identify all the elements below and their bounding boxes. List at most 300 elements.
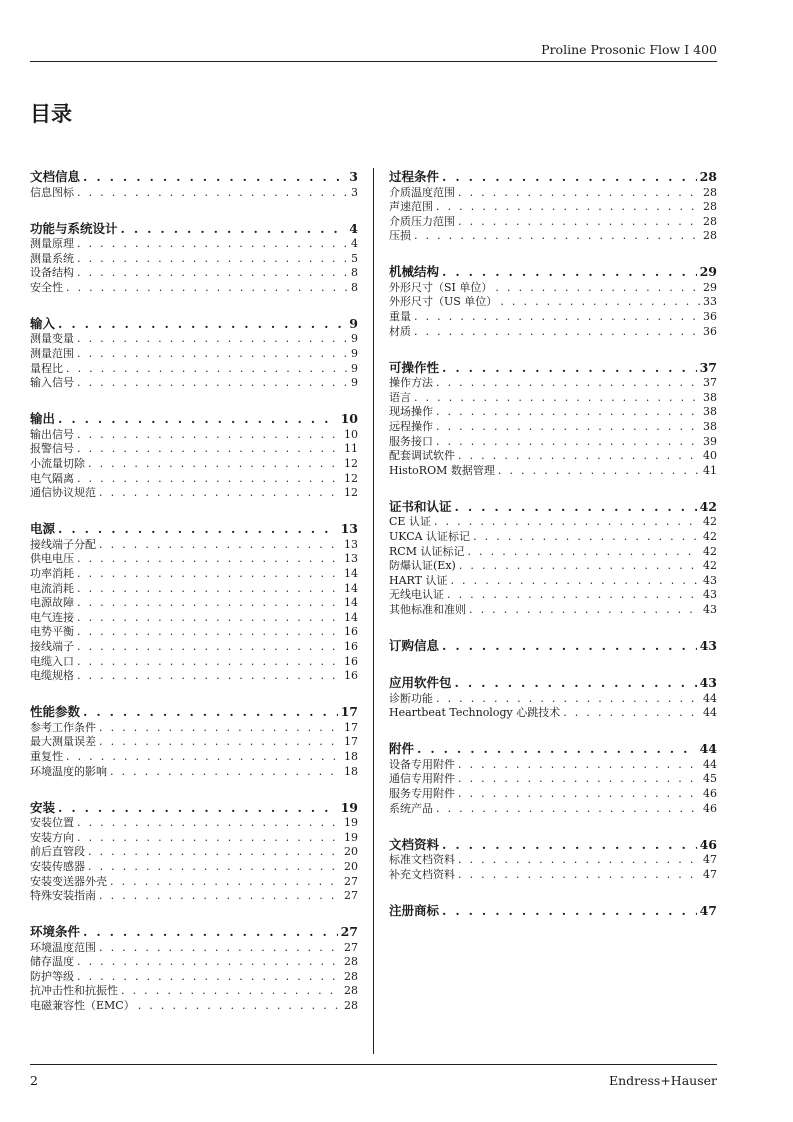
toc-section-heading-page-number: 10 xyxy=(340,411,358,427)
toc-entry[interactable] xyxy=(30,347,358,362)
dot-leader xyxy=(436,405,700,420)
toc-entry[interactable] xyxy=(30,472,358,487)
toc-section-heading-label: 电源 xyxy=(30,521,56,537)
dot-leader xyxy=(417,741,697,758)
toc-section xyxy=(389,638,717,655)
dot-leader xyxy=(436,435,700,450)
toc-entry-page-number: 13 xyxy=(344,537,358,551)
toc-section xyxy=(389,169,717,244)
toc-section-heading[interactable] xyxy=(389,499,717,516)
toc-entry-page-number: 18 xyxy=(344,749,358,763)
toc-section-heading-page-number: 27 xyxy=(340,924,358,940)
toc-entry-label: 操作方法 xyxy=(389,376,433,390)
dot-leader xyxy=(77,442,341,457)
dot-leader xyxy=(436,692,700,707)
dot-leader xyxy=(77,611,341,626)
toc-entry-label: 安装方向 xyxy=(30,830,74,844)
toc-section-heading[interactable] xyxy=(30,316,358,333)
dot-leader xyxy=(83,169,346,186)
dot-leader xyxy=(414,391,700,406)
toc-entry-label: RCM 认证标记 xyxy=(389,544,465,558)
dot-leader xyxy=(77,376,348,391)
toc-entry[interactable] xyxy=(389,515,717,530)
toc-entry-page-number: 45 xyxy=(703,772,717,786)
toc-entry-page-number: 28 xyxy=(703,200,717,214)
toc-entry-page-number: 42 xyxy=(703,559,717,573)
toc-entry-page-number: 18 xyxy=(344,764,358,778)
dot-leader xyxy=(99,735,341,750)
toc-entry-label: 压损 xyxy=(389,229,411,243)
column-divider xyxy=(373,168,374,1054)
dot-leader xyxy=(458,758,700,773)
toc-section-heading-label: 输出 xyxy=(30,411,56,427)
toc-entry[interactable] xyxy=(30,655,358,670)
toc-section-heading[interactable] xyxy=(389,360,717,377)
dot-leader xyxy=(77,640,341,655)
toc-entry-page-number: 16 xyxy=(344,639,358,653)
page-title: 目录 xyxy=(30,101,72,126)
dot-leader xyxy=(414,310,700,325)
toc-entry-page-number: 8 xyxy=(351,266,358,280)
toc-entry-page-number: 44 xyxy=(703,757,717,771)
dot-leader xyxy=(495,281,700,296)
toc-entry[interactable] xyxy=(30,941,358,956)
toc-entry-label: 电气连接 xyxy=(30,610,74,624)
toc-entry[interactable] xyxy=(389,802,717,817)
toc-entry[interactable] xyxy=(30,816,358,831)
toc-section-heading[interactable] xyxy=(30,704,358,721)
toc-entry-label: 测量原理 xyxy=(30,237,74,251)
toc-entry[interactable] xyxy=(389,787,717,802)
toc-entry[interactable] xyxy=(30,442,358,457)
dot-leader xyxy=(467,545,700,560)
toc-entry-label: 安装位置 xyxy=(30,816,74,830)
toc-section-heading-page-number: 9 xyxy=(349,315,358,331)
toc-section-heading[interactable] xyxy=(389,638,717,655)
toc-entry[interactable] xyxy=(30,266,358,281)
toc-entry[interactable] xyxy=(389,295,717,310)
toc-left-column xyxy=(30,169,358,1034)
dot-leader xyxy=(498,464,700,479)
toc-entry-page-number: 19 xyxy=(344,816,358,830)
toc-entry-label: 远程操作 xyxy=(389,420,433,434)
footer-rule xyxy=(30,1064,717,1065)
toc-entry-label: 介质温度范围 xyxy=(389,185,455,199)
toc-entry-page-number: 14 xyxy=(344,581,358,595)
toc-entry-label: HART 认证 xyxy=(389,573,448,587)
toc-entry[interactable] xyxy=(30,596,358,611)
dot-leader xyxy=(58,521,338,538)
dot-leader xyxy=(442,169,697,186)
toc-section xyxy=(30,221,358,296)
toc-entry-label: 参考工作条件 xyxy=(30,720,96,734)
toc-entry-label: 前后直管段 xyxy=(30,845,85,859)
toc-entry-label: 安全性 xyxy=(30,280,63,294)
toc-entry-label: 电缆入口 xyxy=(30,654,74,668)
dot-leader xyxy=(442,360,697,377)
toc-section-heading-page-number: 3 xyxy=(349,169,358,184)
toc-entry[interactable] xyxy=(30,750,358,765)
dot-leader xyxy=(455,675,697,692)
toc-entry[interactable] xyxy=(30,889,358,904)
toc-entry-page-number: 42 xyxy=(703,544,717,558)
toc-section-heading[interactable] xyxy=(389,675,717,692)
toc-entry[interactable] xyxy=(30,552,358,567)
toc-section-heading[interactable] xyxy=(30,221,358,238)
toc-entry-label: 电势平衡 xyxy=(30,625,74,639)
toc-entry-label: 量程比 xyxy=(30,361,63,375)
toc-entry-page-number: 9 xyxy=(351,347,358,361)
toc-entry-label: 测量范围 xyxy=(30,347,74,361)
dot-leader xyxy=(450,574,700,589)
dot-leader xyxy=(99,889,341,904)
toc-entry-label: 系统产品 xyxy=(389,801,433,815)
toc-entry-page-number: 27 xyxy=(344,874,358,888)
dot-leader xyxy=(436,420,700,435)
toc-entry-page-number: 17 xyxy=(344,720,358,734)
toc-entry[interactable] xyxy=(389,853,717,868)
toc-entry[interactable] xyxy=(389,868,717,883)
toc-entry-page-number: 36 xyxy=(703,324,717,338)
toc-entry[interactable] xyxy=(30,999,358,1014)
toc-entry-label: 外形尺寸（SI 单位） xyxy=(389,280,493,294)
toc-entry-page-number: 10 xyxy=(344,427,358,441)
footer-page-number: 2 xyxy=(30,1073,38,1088)
dot-leader xyxy=(77,955,341,970)
dot-leader xyxy=(77,266,348,281)
toc-entry-label: 电流消耗 xyxy=(30,581,74,595)
toc-section-heading-label: 应用软件包 xyxy=(389,675,452,691)
toc-entry-label: 通信专用附件 xyxy=(389,772,455,786)
toc-section xyxy=(30,800,358,904)
dot-leader xyxy=(458,787,700,802)
toc-entry[interactable] xyxy=(30,669,358,684)
toc-entry-label: 抗冲击性和抗振性 xyxy=(30,984,118,998)
toc-entry-label: 防护等级 xyxy=(30,969,74,983)
toc-entry-page-number: 5 xyxy=(351,251,358,265)
toc-entry[interactable] xyxy=(389,588,717,603)
toc-entry[interactable] xyxy=(30,186,358,201)
toc-section-heading[interactable] xyxy=(30,521,358,538)
toc-entry[interactable] xyxy=(30,984,358,999)
toc-section-heading-label: 证书和认证 xyxy=(389,498,452,514)
toc-entry-page-number: 44 xyxy=(703,691,717,705)
toc-entry-label: HistoROM 数据管理 xyxy=(389,463,495,477)
toc-entry-page-number: 44 xyxy=(703,706,717,720)
toc-entry[interactable] xyxy=(389,200,717,215)
toc-section-heading[interactable] xyxy=(389,169,717,186)
dot-leader xyxy=(83,924,338,941)
toc-entry[interactable] xyxy=(389,310,717,325)
toc-entry-label: 输入信号 xyxy=(30,376,74,390)
toc-section-heading[interactable] xyxy=(389,264,717,281)
dot-leader xyxy=(414,229,700,244)
dot-leader xyxy=(458,449,700,464)
toc-entry[interactable] xyxy=(30,582,358,597)
toc-entry-page-number: 36 xyxy=(703,310,717,324)
toc-entry[interactable] xyxy=(389,391,717,406)
dot-leader xyxy=(77,831,341,846)
toc-entry[interactable] xyxy=(389,706,717,721)
toc-entry[interactable] xyxy=(389,325,717,340)
toc-entry-page-number: 46 xyxy=(703,786,717,800)
header-title: Proline Prosonic Flow I 400 xyxy=(541,42,717,57)
toc-entry[interactable] xyxy=(30,735,358,750)
toc-section-heading-label: 功能与系统设计 xyxy=(30,220,118,236)
toc-entry[interactable] xyxy=(389,449,717,464)
dot-leader xyxy=(77,596,341,611)
toc-entry-label: 电缆规格 xyxy=(30,669,74,683)
toc-entry-page-number: 9 xyxy=(351,361,358,375)
toc-entry-page-number: 28 xyxy=(703,229,717,243)
dot-leader xyxy=(77,816,341,831)
toc-section-heading-page-number: 4 xyxy=(349,220,358,236)
toc-entry[interactable] xyxy=(389,559,717,574)
toc-entry[interactable] xyxy=(30,721,358,736)
toc-entry[interactable] xyxy=(30,845,358,860)
toc-section xyxy=(389,499,717,618)
toc-entry[interactable] xyxy=(389,420,717,435)
toc-entry-label: 无线电认证 xyxy=(389,588,444,602)
toc-entry[interactable] xyxy=(389,530,717,545)
toc-entry-label: 外形尺寸（US 单位） xyxy=(389,295,498,309)
dot-leader xyxy=(66,362,348,377)
toc-entry[interactable] xyxy=(30,831,358,846)
toc-section-heading-page-number: 42 xyxy=(699,498,717,514)
dot-leader xyxy=(77,625,341,640)
toc-entry-label: 储存温度 xyxy=(30,955,74,969)
toc-section-heading-page-number: 43 xyxy=(699,675,717,691)
toc-section xyxy=(30,521,358,683)
toc-entry[interactable] xyxy=(389,692,717,707)
toc-entry[interactable] xyxy=(389,603,717,618)
dot-leader xyxy=(447,588,700,603)
toc-entry-page-number: 19 xyxy=(344,830,358,844)
toc-section-heading[interactable] xyxy=(30,169,358,186)
dot-leader xyxy=(58,316,346,333)
toc-entry[interactable] xyxy=(389,545,717,560)
toc-entry[interactable] xyxy=(30,875,358,890)
toc-entry-label: 输出信号 xyxy=(30,427,74,441)
toc-entry-label: 设备专用附件 xyxy=(389,757,455,771)
dot-leader xyxy=(77,347,348,362)
toc-entry-page-number: 3 xyxy=(351,185,358,199)
dot-leader xyxy=(563,706,700,721)
toc-entry[interactable] xyxy=(30,486,358,501)
toc-entry[interactable] xyxy=(30,332,358,347)
toc-section-heading[interactable] xyxy=(30,800,358,817)
toc-entry-page-number: 13 xyxy=(344,552,358,566)
toc-entry-label: 补充文档资料 xyxy=(389,867,455,881)
dot-leader xyxy=(88,845,341,860)
dot-leader xyxy=(77,970,341,985)
toc-entry-label: 声速范围 xyxy=(389,200,433,214)
toc-entry-page-number: 46 xyxy=(703,801,717,815)
dot-leader xyxy=(99,721,341,736)
toc-section-heading-label: 机械结构 xyxy=(389,264,440,280)
toc-entry-page-number: 27 xyxy=(344,889,358,903)
toc-entry-page-number: 16 xyxy=(344,625,358,639)
toc-entry-label: 现场操作 xyxy=(389,405,433,419)
toc-entry[interactable] xyxy=(389,281,717,296)
dot-leader xyxy=(434,515,700,530)
toc-section-heading[interactable] xyxy=(389,741,717,758)
toc-entry[interactable] xyxy=(30,765,358,780)
dot-leader xyxy=(77,567,341,582)
toc-entry[interactable] xyxy=(30,611,358,626)
toc-entry-page-number: 47 xyxy=(703,867,717,881)
toc-entry-page-number: 33 xyxy=(703,295,717,309)
dot-leader xyxy=(77,472,341,487)
toc-entry[interactable] xyxy=(30,640,358,655)
toc-entry[interactable] xyxy=(30,362,358,377)
toc-entry[interactable] xyxy=(389,229,717,244)
toc-section-heading-page-number: 28 xyxy=(699,169,717,184)
toc-entry-label: Heartbeat Technology 心跳技术 xyxy=(389,706,561,720)
toc-entry[interactable] xyxy=(30,625,358,640)
toc-entry[interactable] xyxy=(389,758,717,773)
toc-entry-page-number: 42 xyxy=(703,515,717,529)
toc-entry-page-number: 43 xyxy=(703,602,717,616)
toc-section-heading-page-number: 29 xyxy=(699,264,717,280)
toc-entry-page-number: 20 xyxy=(344,845,358,859)
dot-leader xyxy=(77,428,341,443)
dot-leader xyxy=(442,903,697,920)
toc-section-heading-label: 文档信息 xyxy=(30,169,81,184)
toc-entry[interactable] xyxy=(30,376,358,391)
dot-leader xyxy=(436,376,700,391)
toc-entry-page-number: 38 xyxy=(703,405,717,419)
toc-entry-page-number: 28 xyxy=(344,999,358,1013)
toc-entry[interactable] xyxy=(30,955,358,970)
toc-entry-page-number: 12 xyxy=(344,471,358,485)
toc-section-heading[interactable] xyxy=(389,903,717,920)
toc-entry[interactable] xyxy=(389,376,717,391)
dot-leader xyxy=(442,638,697,655)
dot-leader xyxy=(99,486,341,501)
toc-entry[interactable] xyxy=(389,405,717,420)
toc-entry[interactable] xyxy=(30,281,358,296)
toc-entry-label: CE 认证 xyxy=(389,515,431,529)
toc-section-heading-label: 可操作性 xyxy=(389,359,440,375)
toc-entry-label: 功率消耗 xyxy=(30,567,74,580)
toc-entry-page-number: 4 xyxy=(351,237,358,251)
toc-entry[interactable] xyxy=(389,215,717,230)
dot-leader xyxy=(77,332,348,347)
toc-entry-page-number: 28 xyxy=(344,955,358,969)
toc-entry[interactable] xyxy=(30,970,358,985)
toc-entry[interactable] xyxy=(30,860,358,875)
dot-leader xyxy=(77,655,341,670)
toc-section-heading-label: 文档资料 xyxy=(389,836,440,852)
toc-entry-label: 报警信号 xyxy=(30,442,74,456)
toc-section-heading-label: 性能参数 xyxy=(30,704,81,720)
toc-entry[interactable] xyxy=(30,428,358,443)
toc-entry-page-number: 37 xyxy=(703,376,717,390)
toc-entry-page-number: 47 xyxy=(703,853,717,867)
toc-entry[interactable] xyxy=(389,574,717,589)
toc-entry-label: 语言 xyxy=(389,390,411,404)
toc-section-heading-label: 安装 xyxy=(30,799,56,815)
toc-entry[interactable] xyxy=(30,237,358,252)
dot-leader xyxy=(77,582,341,597)
toc-entry-label: 测量变量 xyxy=(30,332,74,346)
toc-entry[interactable] xyxy=(389,772,717,787)
toc-section xyxy=(30,169,358,200)
toc-entry-label: 电磁兼容性（EMC） xyxy=(30,999,135,1013)
toc-entry-page-number: 11 xyxy=(344,442,358,456)
toc-entry[interactable] xyxy=(389,186,717,201)
dot-leader xyxy=(121,221,347,238)
dot-leader xyxy=(469,603,700,618)
dot-leader xyxy=(77,237,348,252)
toc-section xyxy=(30,704,358,779)
toc-entry-page-number: 28 xyxy=(344,969,358,983)
toc-entry[interactable] xyxy=(30,252,358,267)
toc-entry-label: 设备结构 xyxy=(30,266,74,280)
toc-entry[interactable] xyxy=(389,464,717,479)
toc-section xyxy=(389,903,717,920)
toc-section-heading-page-number: 37 xyxy=(699,359,717,375)
toc-entry-page-number: 40 xyxy=(703,449,717,463)
toc-entry-label: 其他标准和准则 xyxy=(389,602,466,616)
dot-leader xyxy=(473,530,700,545)
toc-entry-page-number: 12 xyxy=(344,486,358,500)
toc-section-heading-page-number: 47 xyxy=(699,902,717,918)
toc-entry-page-number: 42 xyxy=(703,530,717,543)
toc-entry-label: 安装传感器 xyxy=(30,859,85,873)
toc-section-heading[interactable] xyxy=(30,924,358,941)
toc-entry[interactable] xyxy=(30,567,358,582)
toc-entry[interactable] xyxy=(30,457,358,472)
toc-entry[interactable] xyxy=(389,435,717,450)
toc-entry-page-number: 27 xyxy=(344,940,358,954)
toc-entry-label: 信息图标 xyxy=(30,185,74,199)
toc-section-heading-page-number: 46 xyxy=(699,836,717,852)
toc-entry-label: 材质 xyxy=(389,324,411,338)
toc-section xyxy=(389,360,717,479)
toc-section xyxy=(30,924,358,1013)
toc-entry-page-number: 14 xyxy=(344,567,358,580)
dot-leader xyxy=(414,325,700,340)
toc-entry-page-number: 28 xyxy=(344,984,358,998)
dot-leader xyxy=(77,186,348,201)
toc-entry-label: 小流量切除 xyxy=(30,457,85,471)
toc-entry-page-number: 29 xyxy=(703,280,717,294)
dot-leader xyxy=(83,704,338,721)
dot-leader xyxy=(458,215,700,230)
dot-leader xyxy=(77,552,341,567)
dot-leader xyxy=(436,200,700,215)
toc-section-heading[interactable] xyxy=(30,411,358,428)
toc-section xyxy=(30,411,358,500)
toc-section-heading-page-number: 19 xyxy=(340,799,358,815)
toc-section-heading-label: 过程条件 xyxy=(389,169,440,184)
toc-entry-label: 通信协议规范 xyxy=(30,486,96,500)
toc-section-heading-page-number: 43 xyxy=(699,638,717,654)
toc-entry-label: 环境温度范围 xyxy=(30,940,96,954)
toc-section xyxy=(389,837,717,883)
dot-leader xyxy=(458,186,700,201)
dot-leader xyxy=(442,264,697,281)
toc-section-heading-label: 注册商标 xyxy=(389,902,440,918)
toc-entry[interactable] xyxy=(30,538,358,553)
toc-entry-page-number: 8 xyxy=(351,280,358,294)
toc-section-heading[interactable] xyxy=(389,837,717,854)
toc-entry-page-number: 16 xyxy=(344,669,358,683)
dot-leader xyxy=(66,750,341,765)
dot-leader xyxy=(121,984,341,999)
